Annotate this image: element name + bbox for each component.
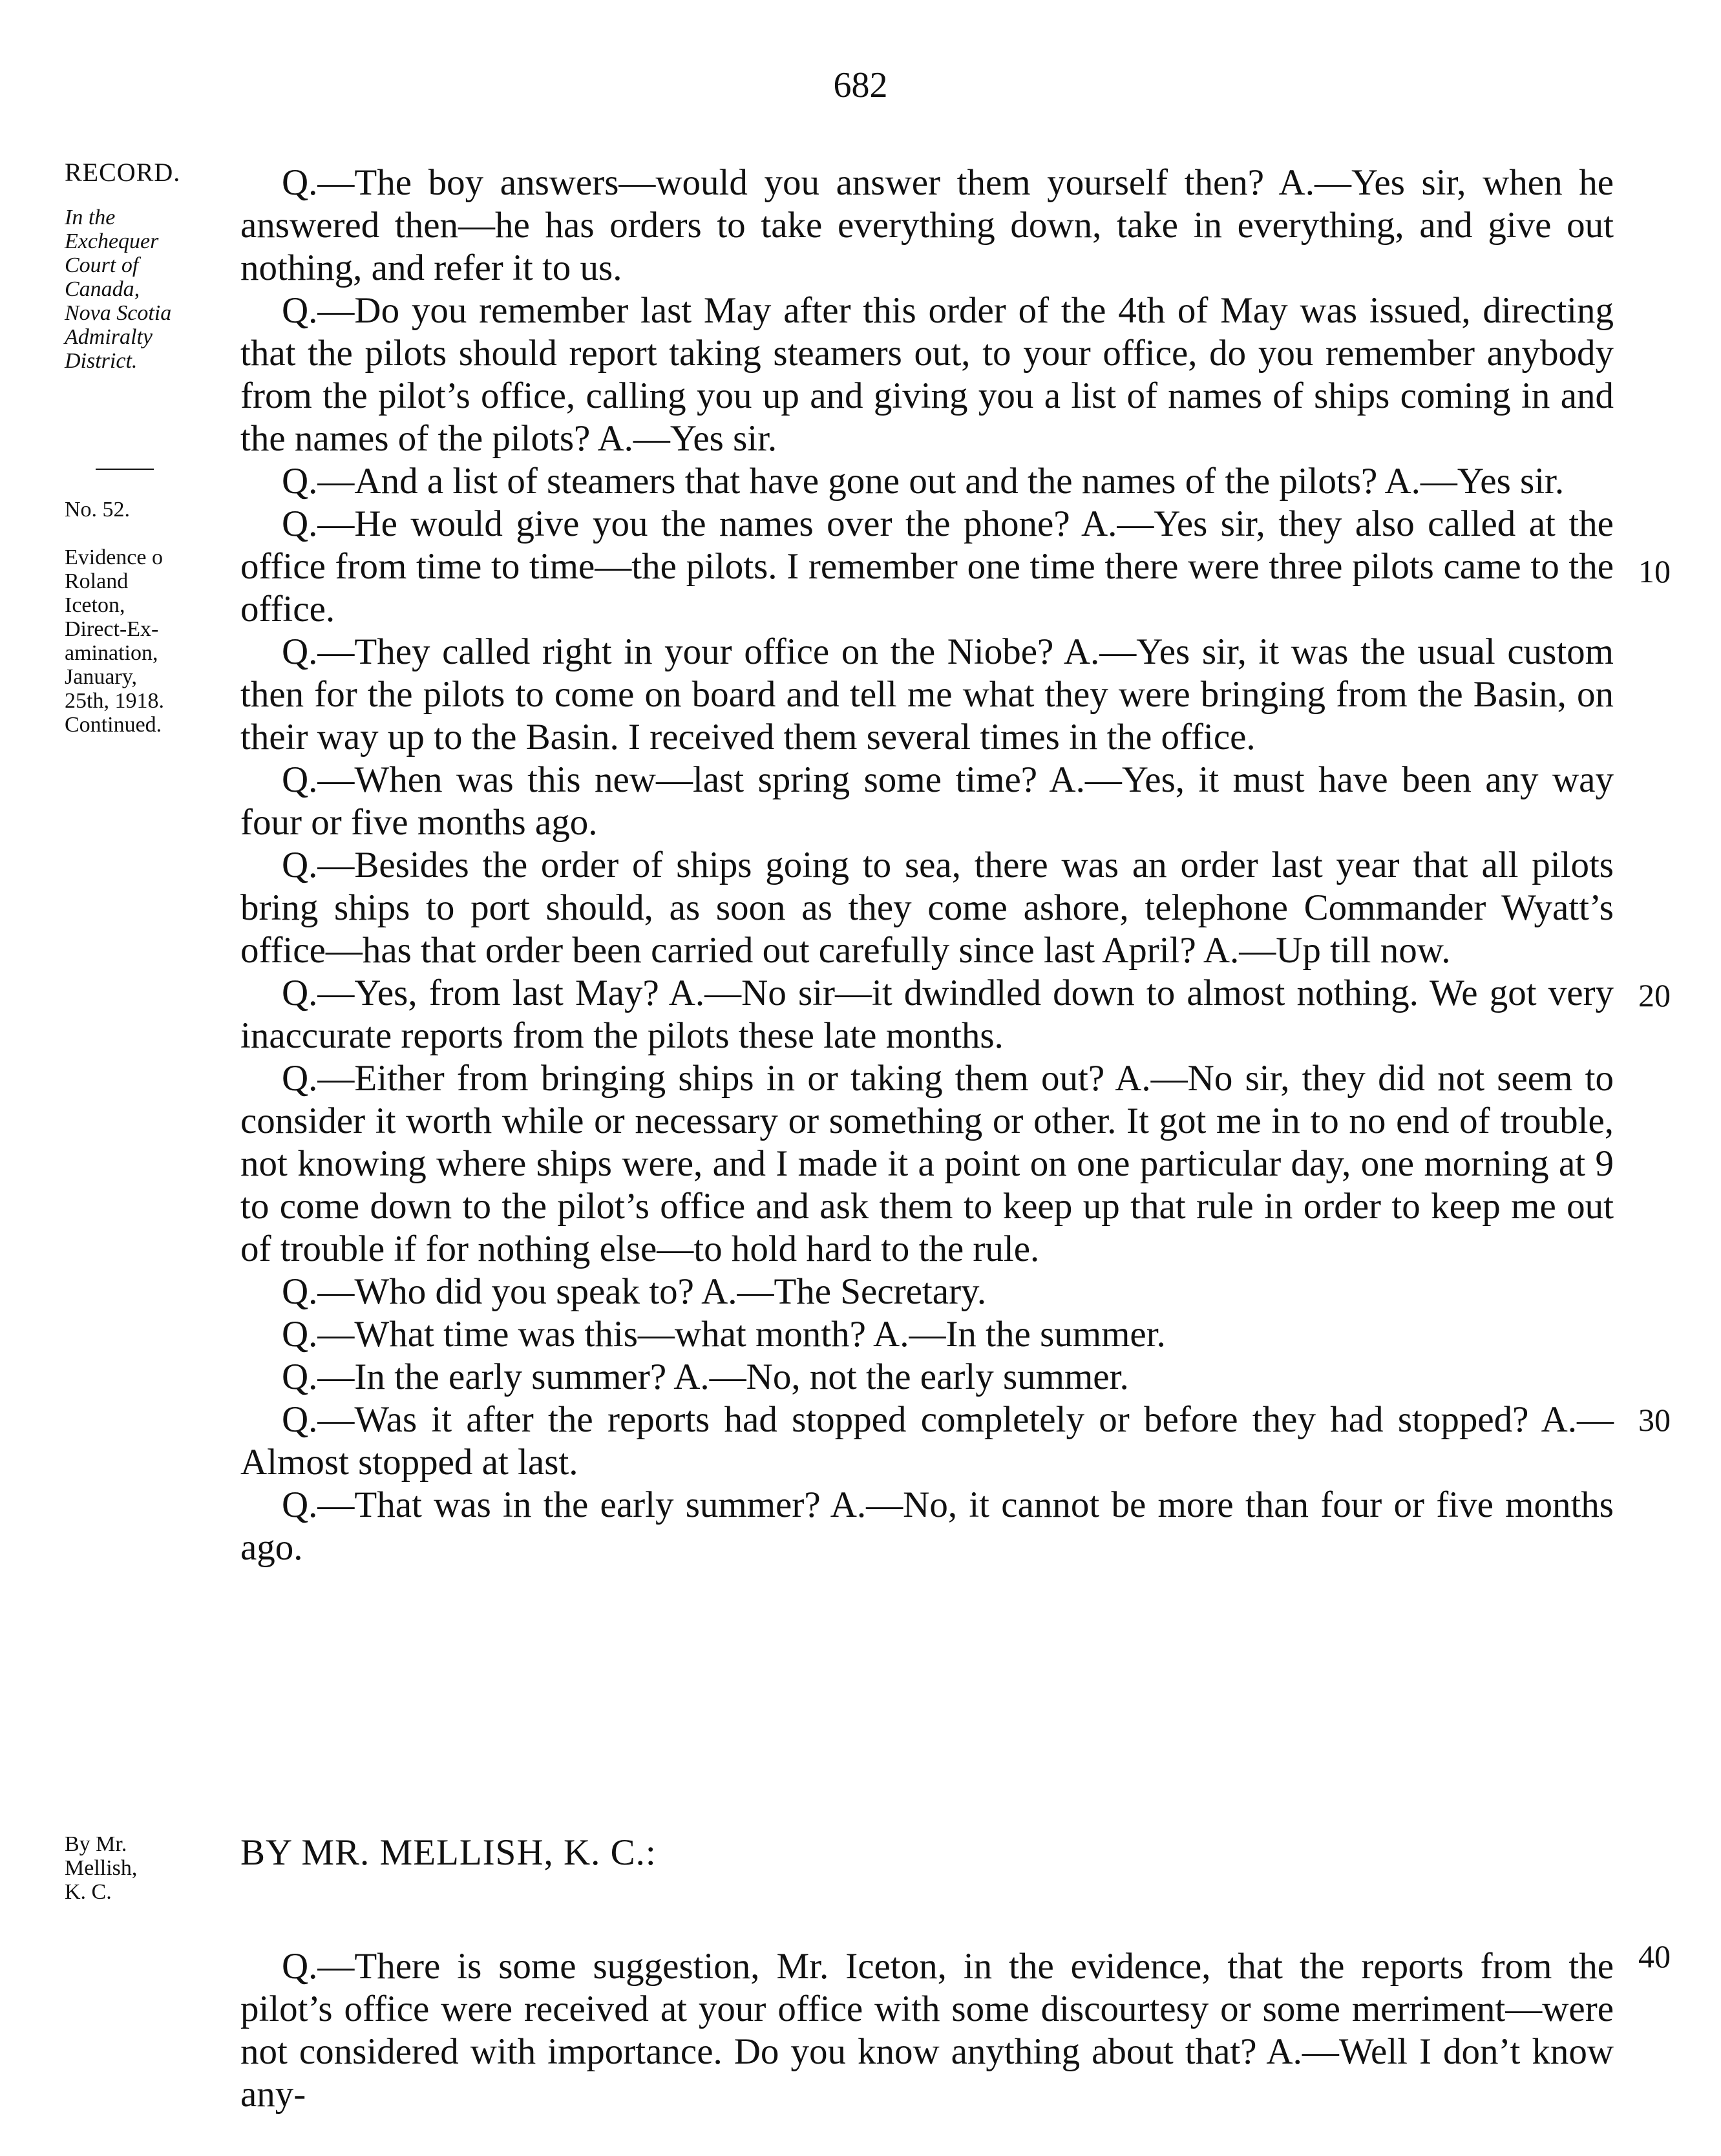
paragraph: Q.—There is some suggestion, Mr. Iceton, in the evidence, that the reports from the pilot’s office were received at your office with some discourtesy or some merriment—were not considered with importance. Do you know anything about that? A.—Well I don’t know any- xyxy=(240,1946,1614,2115)
margin-note-exhibit-number: No. 52. xyxy=(65,498,131,522)
margin-note-exhibit xyxy=(65,439,229,761)
paragraph: Q.—Do you remember last May after this order of the 4th of May was issued, directing that the pilots should report taking steamers out, to your office, do you remember anybody from the pilot’s office, calling you up and giving you a list of names of ships coming in and the names of the pilots? A.—Yes sir. xyxy=(240,290,1614,459)
paragraph: Q.—He would give you the names over the phone? A.—Yes sir, they also called at the office from time to time—the pilots. I remember one time there were three pilots came to the office. xyxy=(240,503,1614,629)
line-number-40: 40 xyxy=(1638,1938,1671,1974)
margin-note-court: In the Exchequer Court of Canada, Nova Scotia Admiralty District. xyxy=(65,206,172,373)
margin-note-evidence: Evidence o Roland Iceton, Direct-Ex- amination, January, 25th, 1918. Continued. xyxy=(65,545,164,737)
margin-note-record: RECORD. xyxy=(65,158,181,187)
paragraph: Q.—What time was this—what month? A.—In the summer. xyxy=(282,1314,1166,1355)
line-number-20: 20 xyxy=(1638,977,1671,1013)
cross-examination-body xyxy=(240,1945,1614,2116)
paragraph: Q.—They called right in your office on the Niobe? A.—Yes sir, it was the usual custom then for the pilots to come on board and tell me what they were bringing from the Basin, on their way up to the Basin. I received them several times in the office. xyxy=(240,631,1614,757)
paragraph: Q.—The boy answers—would you answer them yourself then? A.—Yes sir, when he answered then—he has orders to take everything down, take in everything, and give out nothing, and refer it to us. xyxy=(240,162,1614,288)
paragraph: Q.—Who did you speak to? A.—The Secretary. xyxy=(282,1271,987,1312)
page-number: 682 xyxy=(833,65,888,105)
line-number-10: 10 xyxy=(1638,553,1671,589)
paragraph: Q.—Yes, from last May? A.—No sir—it dwindled down to almost nothing. We got very inaccurate reports from the pilots these late months. xyxy=(240,973,1614,1056)
paragraph: Q.—Either from bringing ships in or taking them out? A.—No sir, they did not seem to consider it worth while or necessary or something or other. It got me in to no end of trouble, not knowing where ships were, and I made it a point on one particular day, one morning at 9 to come down to the pilot’s office and ask them to keep up that rule in order to keep me out of trouble if for nothing else—to hold hard to the rule. xyxy=(240,1058,1614,1269)
paragraph: Q.—And a list of steamers that have gone out and the names of the pilots? A.—Yes sir. xyxy=(282,461,1565,502)
margin-note-by-mr: By Mr. Mellish, K. C. xyxy=(65,1832,138,1904)
margin-rule xyxy=(96,469,154,470)
paragraph: Q.—When was this new—last spring some time? A.—Yes, it must have been any way four or five months ago. xyxy=(240,759,1614,843)
section-heading: BY MR. MELLISH, K. C.: xyxy=(240,1832,657,1873)
paragraph: Q.—Besides the order of ships going to sea, there was an order last year that all pilots bring ships to port should, as soon as they come ashore, telephone Commander Wyatt’s office—has that order been carried out carefully since last April? A.—Up till now. xyxy=(240,845,1614,971)
paragraph: Q.—In the early summer? A.—No, not the early summer. xyxy=(282,1357,1129,1397)
paragraph: Q.—Was it after the reports had stopped completely or before they had stopped? A.—Almost stopped at last. xyxy=(240,1399,1614,1483)
testimony-body xyxy=(240,162,1614,1569)
paragraph: Q.—That was in the early summer? A.—No, it cannot be more than four or five months ago. xyxy=(240,1485,1614,1568)
line-number-30: 30 xyxy=(1638,1402,1671,1438)
